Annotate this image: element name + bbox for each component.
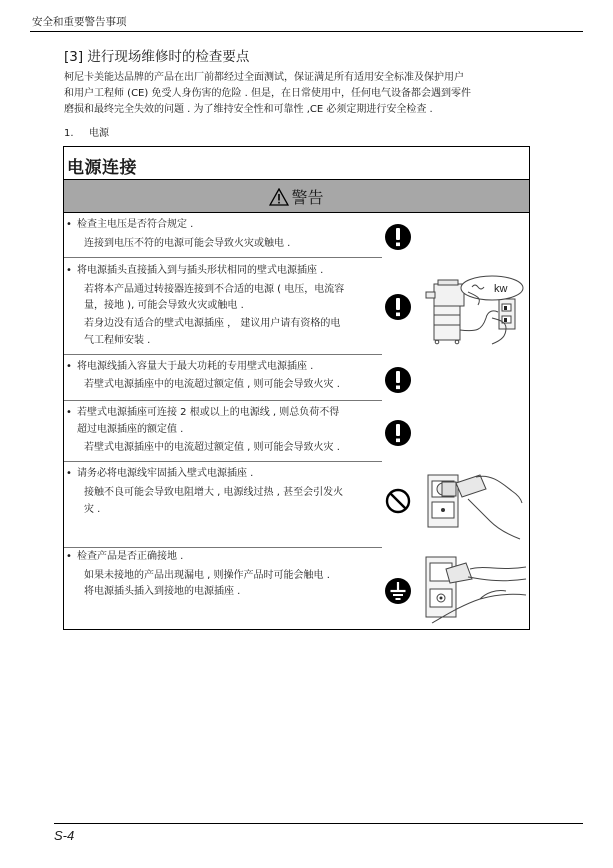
copier-outlet-illustration <box>422 270 526 350</box>
warning-row: • 将电源线插入容量大于最大功耗的专用壁式电源插座 . 若壁式电源插座中的电流超过额定值 , 则可能会导致火灾 . <box>64 355 382 401</box>
page-number: S-4 <box>54 828 75 843</box>
list-number: 1. <box>64 128 74 139</box>
running-header: 安全和重要警告事项 <box>32 16 127 28</box>
list-item-power <box>64 124 109 139</box>
row-bullet: 将电源线插入容量大于最大功耗的专用壁式电源插座 . <box>77 361 314 372</box>
row-bullet: 将电源插头直接插入到与插头形状相同的壁式电源插座 . <box>77 265 324 276</box>
row-line: 连接到电压不符的电源可能会导致火灾或触电 . <box>84 238 291 249</box>
warning-table <box>63 146 530 630</box>
prohibition-icon <box>385 488 411 514</box>
row-bullet: 若壁式电源插座可连接 2 根或以上的电源线 , 则总负荷不得 <box>77 407 340 418</box>
list-label: 电源 <box>89 128 109 139</box>
row-line: 灾 . <box>84 504 101 515</box>
intro-line: 磨损和最终完全失效的问题 . 为了维持安全性和可靠性 ,CE 必须定期进行安全检查 . <box>64 104 433 115</box>
warning-banner <box>64 180 529 213</box>
warning-row: • 检查主电压是否符合规定 . 连接到电压不符的电源可能会导致火灾或触电 . <box>64 213 382 258</box>
row-line: 若将本产品通过转接器连接到不合适的电源 ( 电压，电流容 <box>84 284 345 295</box>
row-line: 如果未接地的产品出现漏电 , 则操作产品时可能会触电 . <box>84 570 330 581</box>
warning-row: • 请务必将电源线牢固插入壁式电源插座 . 接触不良可能会导致电阻增大 , 电源线过热 , 甚至会引发火 灾 . <box>64 462 382 548</box>
row-line: 若身边没有适合的壁式电源插座 ， 建议用户请有资格的电 <box>84 318 341 329</box>
row-line: 量，接地 ), 可能会导致火灾或触电 . <box>84 300 244 311</box>
intro-paragraph <box>64 70 534 118</box>
row-line: 若壁式电源插座中的电流超过额定值 , 则可能会导致火灾 . <box>84 442 340 453</box>
row-line: 气工程师安装 . <box>84 335 151 346</box>
footer-rule <box>54 823 583 824</box>
ground-connection-icon <box>384 577 412 605</box>
warning-banner-text: 警告 <box>291 188 324 207</box>
intro-line: 柯尼卡美能达品牌的产品在出厂前都经过全面测试，保证满足所有适用安全标准及保护用户 <box>64 72 464 83</box>
row-line: 接触不良可能会导致电阻增大 , 电源线过热 , 甚至会引发火 <box>84 487 344 498</box>
row-bullet: 检查产品是否正确接地 . <box>77 551 184 562</box>
row-line: 将电源插头插入到接地的电源插座 . <box>84 586 241 597</box>
row-bullet: 请务必将电源线牢固插入壁式电源插座 . <box>77 468 254 479</box>
ground-plug-illustration <box>422 553 528 625</box>
warning-table-title <box>64 147 529 180</box>
row-line: 若壁式电源插座中的电流超过额定值 , 则可能会导致火灾 . <box>84 379 340 390</box>
intro-line: 和用户工程师 (CE) 免受人身伤害的危险 . 但是，在日常使用中，任何电气设备都会遇到零件 <box>64 88 471 99</box>
mandatory-action-icon <box>384 366 412 394</box>
warning-triangle-icon <box>269 188 289 206</box>
mandatory-action-icon <box>384 419 412 447</box>
header-rule <box>30 31 583 32</box>
power-unit-label: kw <box>494 283 508 295</box>
table-title-text: 电源连接 <box>67 158 137 178</box>
section-title: [3] 进行现场维修时的检查要点 <box>64 49 250 65</box>
plug-insertion-illustration <box>422 469 524 543</box>
mandatory-action-icon <box>384 293 412 321</box>
mandatory-action-icon <box>384 223 412 251</box>
warning-row: • 若壁式电源插座可连接 2 根或以上的电源线 , 则总负荷不得 超过电源插座的额定值 . 若壁式电源插座中的电流超过额定值 , 则可能会导致火灾 . <box>64 401 382 462</box>
row-bullet: 检查主电压是否符合规定 . <box>77 219 194 230</box>
warning-row: • 将电源插头直接插入到与插头形状相同的壁式电源插座 . 若将本产品通过转接器连接到不合适的电源 ( 电压，电流容 量，接地 ), 可能会导致火灾或触电 . 若身边没有适合的壁式电源插座 ， 建议用户请有资格的电 气工程师安装 . <box>64 258 382 355</box>
warning-row: • 检查产品是否正确接地 . 如果未接地的产品出现漏电 , 则操作产品时可能会触电 . 将电源插头插入到接地的电源插座 . <box>64 548 382 628</box>
row-line: 超过电源插座的额定值 . <box>77 424 184 435</box>
